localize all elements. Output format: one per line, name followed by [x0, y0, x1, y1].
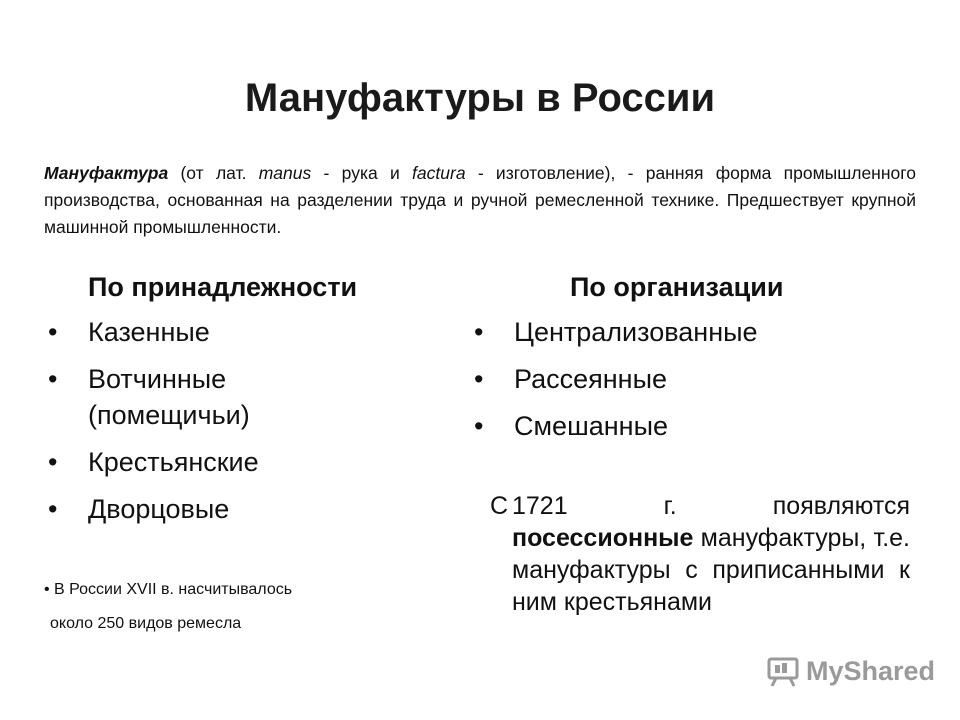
watermark-logo [766, 656, 935, 687]
list-item [474, 361, 914, 397]
list-item [48, 314, 368, 350]
list-item [474, 408, 914, 444]
list-item [48, 444, 368, 480]
definition-part1: (от лат. [168, 163, 259, 183]
list-item-label: Централизованные [514, 317, 758, 347]
possession-lead: С [490, 492, 509, 520]
organization-heading: По организации [570, 272, 784, 302]
bullet-icon: • [48, 317, 58, 347]
organization-list [474, 314, 914, 455]
list-item [48, 361, 368, 433]
possession-bold-term: посессионные [512, 524, 694, 552]
list-item-label: Смешанные [514, 411, 668, 441]
definition-part3: - изготовление), - ранняя форма промышленного производства, основанная на разделении труда и ручной ремесленной технике. Предшествует крупной машинной промышленности. [44, 163, 916, 237]
possession-paragraph [490, 490, 910, 618]
list-item [474, 314, 914, 350]
definition-latin2: factura [412, 163, 466, 183]
list-item-label: Рассеянные [514, 364, 668, 394]
definition-paragraph [44, 160, 916, 241]
watermark-text: MyShared [806, 656, 936, 686]
definition-latin1: manus [258, 163, 312, 183]
bullet-icon: • [474, 411, 484, 441]
ownership-list [48, 314, 368, 538]
list-item-label: Дворцовые [88, 494, 230, 524]
list-item-label: Вотчинные (помещичьи) [88, 364, 250, 430]
page-title: Мануфактуры в России [244, 76, 716, 120]
list-item-label: Казенные [88, 317, 210, 347]
ownership-heading: По принадлежности [88, 272, 358, 302]
definition-term: Мануфактура [44, 163, 169, 183]
possession-text-end: мануфактуры, т.е. мануфактуры с приписанными к ним крестьянами [512, 524, 910, 616]
bullet-icon: • [474, 364, 484, 394]
list-item-label: Крестьянские [88, 447, 259, 477]
crafts-note-line1: • В России XVII в. насчитывалось [44, 581, 293, 598]
bullet-icon: • [48, 447, 58, 477]
presentation-board-icon [766, 657, 800, 687]
definition-part2: - рука и [311, 163, 413, 183]
crafts-note-line2: около 250 видов ремесла [50, 615, 242, 632]
possession-text-start: 1721 г. появляются [512, 492, 910, 520]
bullet-icon: • [48, 364, 58, 394]
bullet-icon: • [474, 317, 484, 347]
list-item [48, 491, 368, 527]
bullet-icon: • [48, 494, 58, 524]
